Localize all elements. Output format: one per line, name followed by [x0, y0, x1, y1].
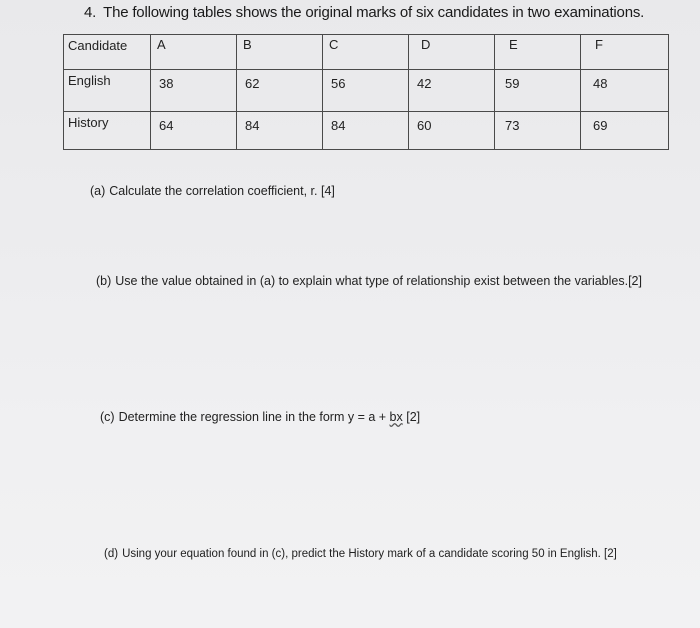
cell-english-a: 38 — [151, 70, 237, 112]
table-row — [64, 112, 669, 150]
table-row — [64, 70, 669, 112]
question-text: The following tables shows the original marks of six candidates in two examinations. — [103, 4, 645, 21]
part-b-text: Use the value obtained in (a) to explain what type of relationship exist between the variables.[2] — [115, 274, 642, 288]
part-d — [104, 545, 664, 563]
part-a — [90, 182, 335, 200]
header-cell-c: C — [323, 35, 409, 70]
part-c-label: (c) — [100, 410, 115, 424]
marks-table — [63, 34, 669, 150]
header-cell-b: B — [237, 35, 323, 70]
part-c-text: Determine the regression line in the form y = a + — [118, 410, 390, 424]
part-b — [96, 272, 656, 290]
header-cell-f: F — [581, 35, 669, 70]
cell-english-c: 56 — [323, 70, 409, 112]
part-a-text: Calculate the correlation coefficient, r. [4] — [109, 184, 335, 198]
part-b-label: (b) — [96, 274, 112, 288]
table-header-row — [64, 35, 669, 70]
part-c-bx: bx — [389, 410, 403, 424]
question-number: 4. — [84, 4, 97, 21]
part-a-label: (a) — [90, 184, 106, 198]
part-c — [100, 408, 420, 426]
row-label-history: History — [64, 112, 151, 150]
header-cell-a: A — [151, 35, 237, 70]
cell-history-a: 64 — [151, 112, 237, 150]
header-cell-e: E — [495, 35, 581, 70]
cell-history-b: 84 — [237, 112, 323, 150]
cell-history-c: 84 — [323, 112, 409, 150]
row-label-english: English — [64, 70, 151, 112]
cell-english-d: 42 — [409, 70, 495, 112]
part-d-text: Using your equation found in (c), predict the History mark of a candidate scoring 50 in English. [2] — [122, 548, 617, 560]
cell-history-e: 73 — [495, 112, 581, 150]
part-c-marks: [2] — [402, 410, 421, 424]
part-d-label: (d) — [104, 548, 119, 560]
cell-history-f: 69 — [581, 112, 669, 150]
cell-english-b: 62 — [237, 70, 323, 112]
cell-english-f: 48 — [581, 70, 669, 112]
header-cell-candidate: Candidate — [64, 35, 151, 70]
cell-history-d: 60 — [409, 112, 495, 150]
cell-english-e: 59 — [495, 70, 581, 112]
header-cell-d: D — [409, 35, 495, 70]
question-heading — [84, 4, 644, 21]
